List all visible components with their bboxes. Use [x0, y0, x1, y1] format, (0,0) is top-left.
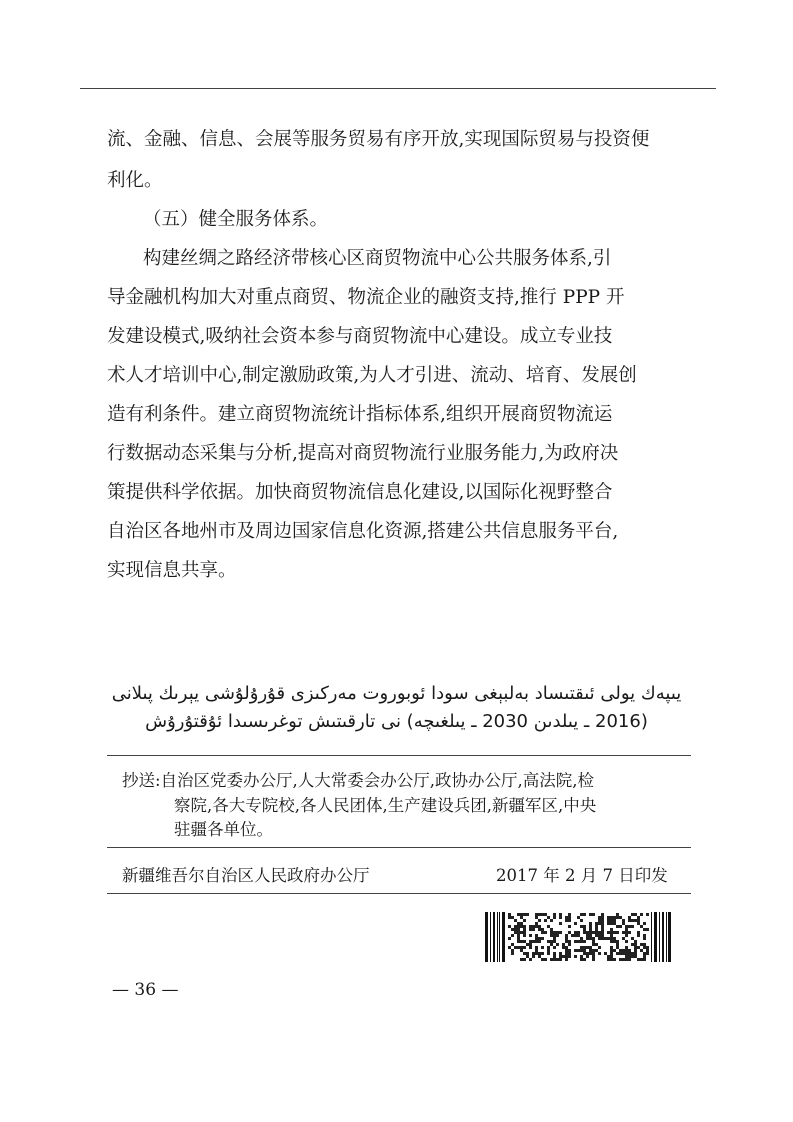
page-number: — 36 —	[112, 980, 179, 1000]
paragraph-line: 实现信息共享。	[107, 560, 237, 581]
paragraph-line: 发建设模式,吸纳社会资本参与商贸物流中心建设。成立专业技	[107, 326, 613, 347]
issue-date: 2017 年 2 月 7 日印发	[496, 866, 668, 885]
cc-line: 抄送:自治区党委办公厅,人大常委会办公厅,政协办公厅,高法院,检	[122, 771, 595, 790]
cc-bottom-rule	[107, 847, 691, 848]
uyghur-title-line-1: يىپەك يولى ئىقتىساد بەلبېغى سودا ئوبوروت مەركىزى قۇرۇلۇشى يېرىك پىلانى	[111, 683, 682, 704]
paragraph-line: 构建丝绸之路经济带核心区商贸物流中心公共服务体系,引	[143, 248, 612, 269]
paragraph-line: 术人才培训中心,制定激励政策,为人才引进、流动、培育、发展创	[107, 365, 637, 386]
issuer: 新疆维吾尔自治区人民政府办公厅	[122, 866, 370, 885]
cc-line: 驻疆各单位。	[174, 820, 273, 839]
paragraph-line: 策提供科学依据。加快商贸物流信息化建设,以国际化视野整合	[107, 482, 613, 503]
uyghur-title-line-2: (2016 ـ يىلدىن 2030 ـ يىلغىچە) نى تارقىتىش توغرىسىدا ئۇقتۇرۇش	[145, 711, 648, 732]
paragraph-line: 自治区各地州市及周边国家信息化资源,搭建公共信息服务平台,	[107, 521, 619, 542]
paragraph-line: 利化。	[107, 170, 163, 191]
paragraph-line: 行数据动态采集与分析,提高对商贸物流行业服务能力,为政府决	[107, 443, 619, 464]
cc-line: 察院,各大专院校,各人民团体,生产建设兵团,新疆军区,中央	[174, 796, 597, 815]
cc-top-rule	[107, 755, 691, 756]
section-heading: （五）健全服务体系。	[143, 209, 329, 230]
paragraph-line: 导金融机构加大对重点商贸、物流企业的融资支持,推行 PPP 开	[107, 287, 625, 308]
barcode-image	[485, 912, 671, 962]
paragraph-line: 流、金融、信息、会展等服务贸易有序开放,实现国际贸易与投资便	[107, 129, 650, 150]
top-rule	[80, 88, 716, 89]
publication-bottom-rule	[107, 893, 691, 894]
paragraph-line: 造有利条件。建立商贸物流统计指标体系,组织开展商贸物流运	[107, 404, 613, 425]
